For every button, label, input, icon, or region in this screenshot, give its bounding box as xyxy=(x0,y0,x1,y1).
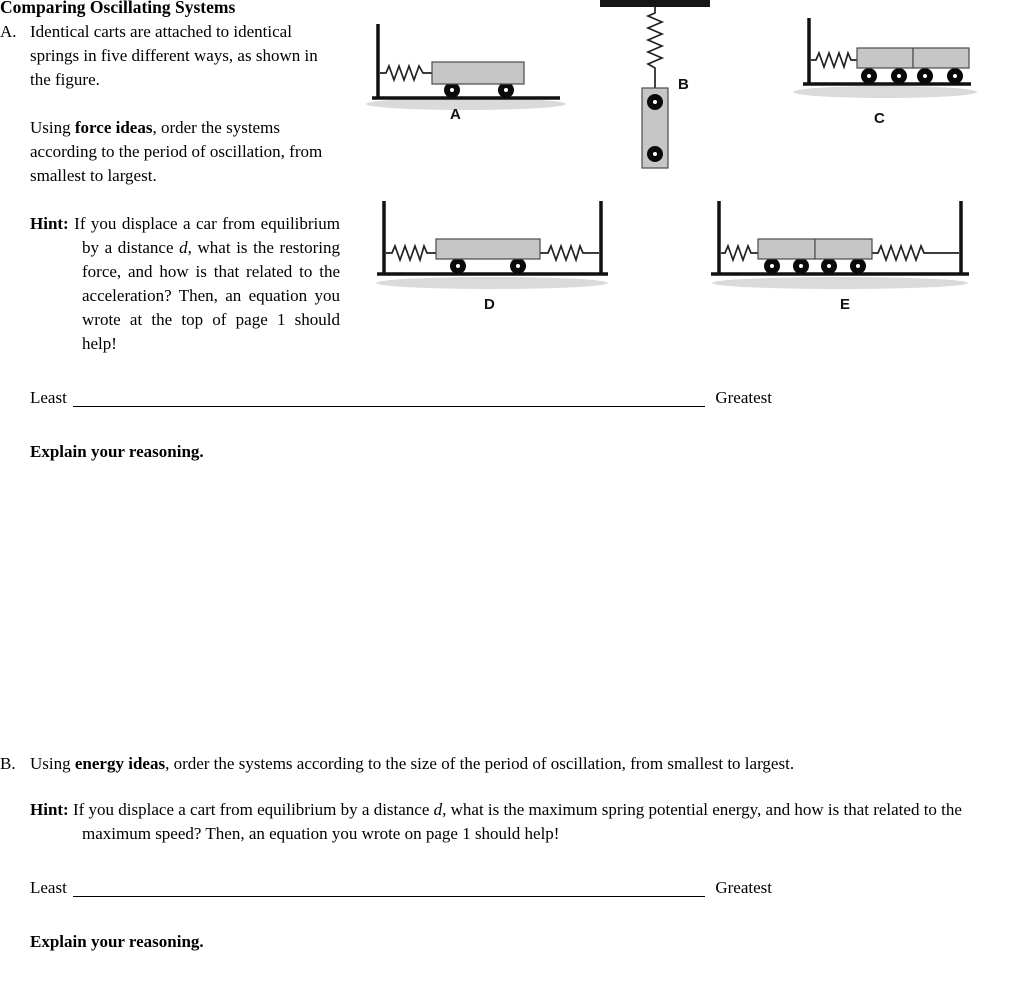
part-a-answer-row xyxy=(30,386,772,410)
system-b-label: B xyxy=(678,76,689,93)
greatest-label: Greatest xyxy=(715,878,772,897)
least-label: Least xyxy=(30,388,67,407)
part-b-task-pre: Using xyxy=(30,754,75,773)
part-b-marker: B. xyxy=(0,754,16,773)
part-b-task xyxy=(30,752,1024,776)
system-e-label: E xyxy=(840,296,851,313)
variable-d: d xyxy=(433,800,443,819)
system-a-label: A xyxy=(450,106,461,123)
part-a xyxy=(0,20,1024,356)
system-d-label: D xyxy=(484,296,495,313)
part-b-hint-pre: If you displace a cart from equilibrium by a distance xyxy=(68,800,434,819)
answer-blank-least-to-greatest-a[interactable] xyxy=(73,387,706,407)
hint-label: Hint: xyxy=(30,800,69,819)
part-b-task-bold: energy ideas xyxy=(74,754,166,773)
hint-label: Hint: xyxy=(30,214,69,233)
part-a-hint xyxy=(30,212,1024,356)
greatest-label: Greatest xyxy=(715,388,772,407)
part-b-hint xyxy=(30,798,970,846)
variable-d: d xyxy=(179,238,188,257)
least-label: Least xyxy=(30,878,67,897)
part-b-hint-post: , what is the maximum spring potential energy, and how is that related to the maximum speed? Then, an equation you wrote on page 1 should help! xyxy=(82,800,962,843)
part-a-task xyxy=(30,116,326,188)
part-b-explain-prompt: Explain your reasoning. xyxy=(30,932,204,951)
part-a-hint-pre: If you displace a car from equilibrium by a distance xyxy=(68,214,340,257)
part-b-answer-row xyxy=(30,876,772,900)
part-a-task-bold: force ideas xyxy=(74,118,153,137)
part-a-task-pre: Using xyxy=(30,118,75,137)
answer-blank-least-to-greatest-b[interactable] xyxy=(73,877,706,897)
part-a-hint-post: , what is the restoring force, and how is that related to the acceleration? Then, an equation you wrote at the top of page 1 should help! xyxy=(82,238,340,353)
ceiling xyxy=(600,0,710,7)
page-title: Comparing Oscillating Systems xyxy=(0,0,236,17)
part-a-explain-prompt: Explain your reasoning. xyxy=(30,442,204,461)
part-a-intro: Identical carts are attached to identical springs in five different ways, as shown in the figure. xyxy=(30,22,318,89)
part-b xyxy=(0,752,1024,846)
part-a-task-post: , order the systems according to the period of oscillation, from smallest to largest. xyxy=(30,118,323,185)
system-c-label: C xyxy=(874,110,885,127)
part-b-task-post: , order the systems according to the size of the period of oscillation, from smallest to largest. xyxy=(165,754,795,773)
part-a-marker: A. xyxy=(0,22,17,41)
